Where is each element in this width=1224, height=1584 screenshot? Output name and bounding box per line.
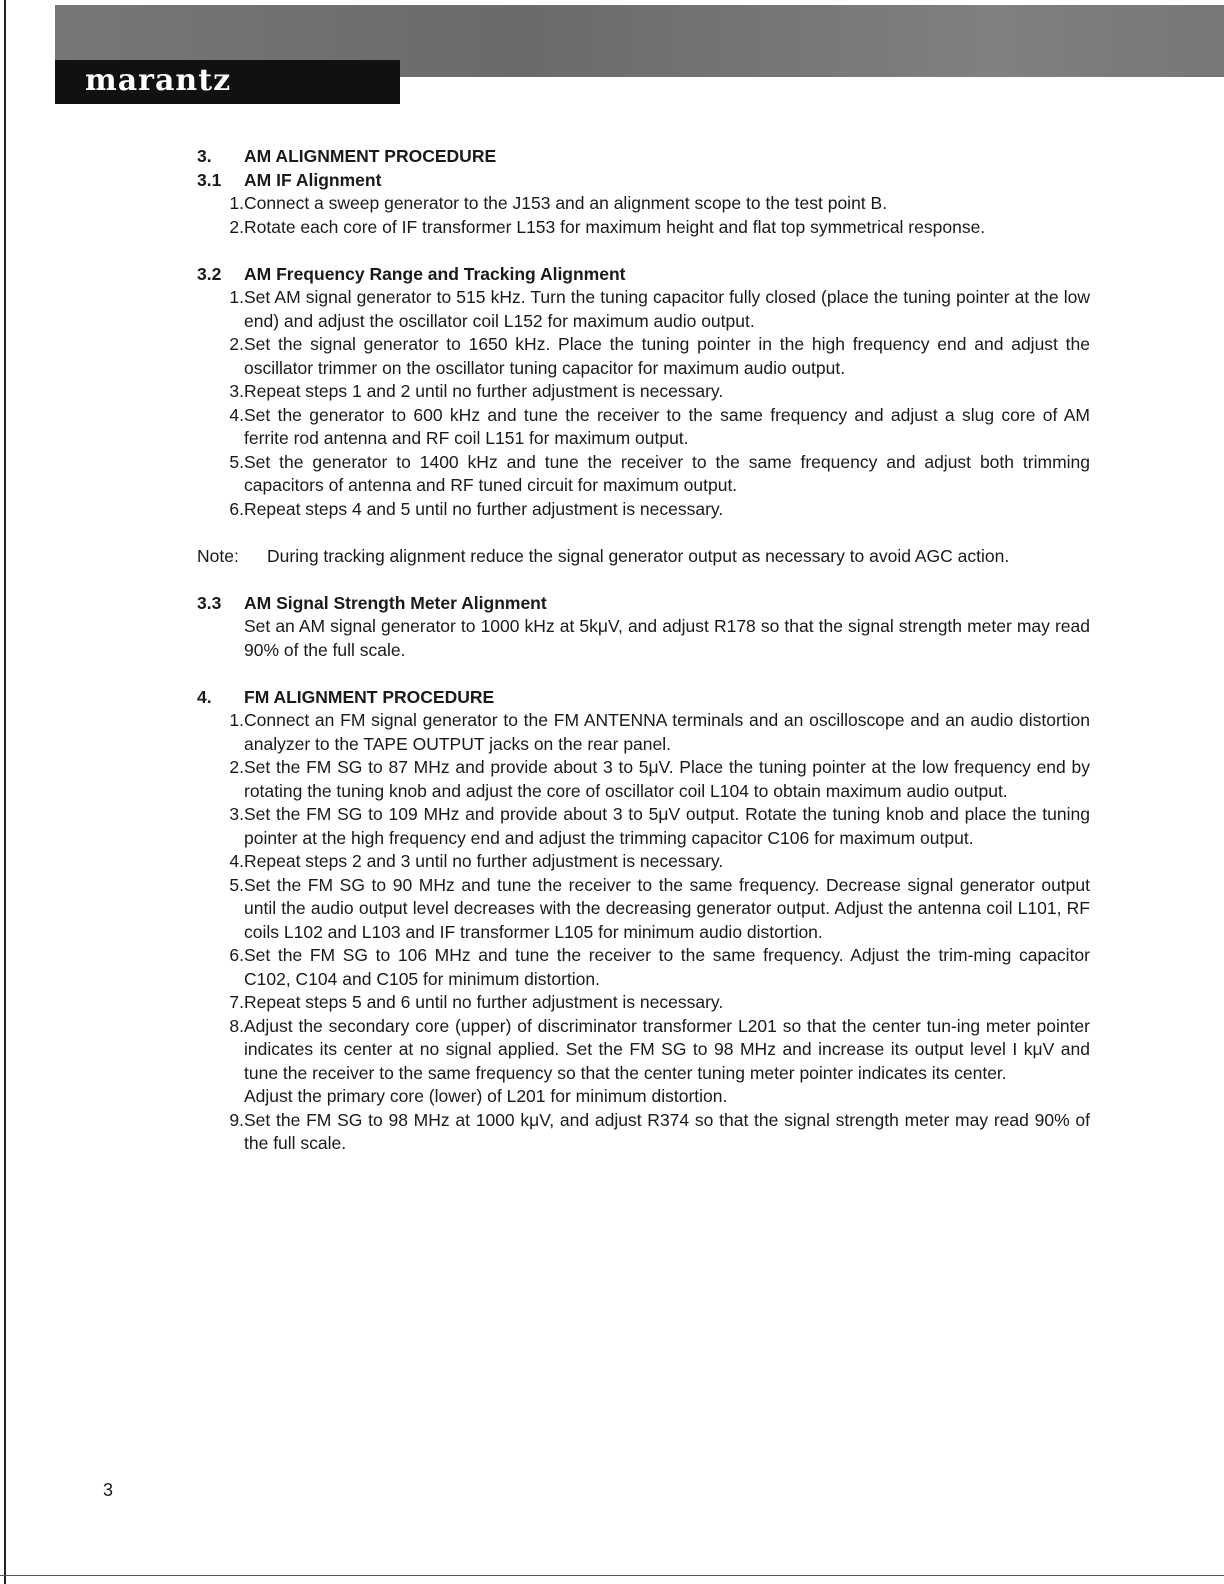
list-item: 3. Set the FM SG to 109 MHz and provide about 3 to 5μV output. Rotate the tuning knob and place the tuning pointer at the high frequency end and adjust the trimming capacitor C106 for maximum output. bbox=[229, 804, 1090, 848]
list-item: 5. Set the generator to 1400 kHz and tune the receiver to the same frequency and adjust both trimming capacitors of antenna and RF tuned circuit for maximum output. bbox=[229, 451, 1090, 495]
list-item: 1. Connect a sweep generator to the J153 and an alignment scope to the test point B. bbox=[229, 193, 888, 213]
page-number: 3 bbox=[103, 1480, 114, 1500]
brand-logo: marantz bbox=[85, 63, 232, 98]
content bbox=[197, 145, 1090, 1156]
list-item: 2. Rotate each core of IF transformer L153 for maximum height and flat top symmetrical response. bbox=[229, 216, 986, 237]
list-item: 6. Set the FM SG to 106 MHz and tune the receiver to the same frequency. Adjust the trim-ming capacitor C102, C104 and C105 for minimum distortion. bbox=[229, 945, 1090, 989]
section-heading: 4. FM ALIGNMENT PROCEDURE bbox=[197, 686, 495, 707]
list-item: 4. Repeat steps 2 and 3 until no further adjustment is necessary. bbox=[229, 851, 724, 871]
section-heading: 3.2 AM Frequency Range and Tracking Alignment bbox=[197, 263, 626, 284]
list-item: 2. Set the signal generator to 1650 kHz. Place the tuning pointer in the high frequency end and adjust the oscillator trimmer on the oscillator tuning capacitor for maximum audio output. bbox=[229, 334, 1090, 378]
list-item: 5. Set the FM SG to 90 MHz and tune the receiver to the same frequency. Decrease signal generator output until the audio output level decreases with the decreasing generator output. Adjust the antenna coil L101, RF coils L102 and L103 and IF transformer L105 for minimum audio distortion. bbox=[229, 874, 1090, 942]
list-item: 6. Repeat steps 4 and 5 until no further adjustment is necessary. bbox=[229, 498, 724, 519]
list-item-continuation: Adjust the primary core (lower) of L201 for minimum distortion. bbox=[244, 1086, 728, 1106]
list-item: 2. Set the FM SG to 87 MHz and provide about 3 to 5μV. Place the tuning pointer at the low frequency end by rotating the tuning knob and adjust the core of oscillator coil L104 to obtain maximum audio output. bbox=[229, 757, 1090, 801]
paragraph: Set an AM signal generator to 1000 kHz at 5kμV, and adjust R178 so that the signal strength meter may read 90% of the full scale. bbox=[244, 616, 1090, 660]
list-item: 9. Set the FM SG to 98 MHz at 1000 kμV, and adjust R374 so that the signal strength meter may read 90% of the full scale. bbox=[229, 1109, 1090, 1153]
list-fm-alignment bbox=[197, 709, 1090, 1156]
list-item: 8. Adjust the secondary core (upper) of discriminator transformer L201 so that the center tun-ing meter pointer indicates its center at no signal applied. Set the FM SG to 98 MHz and increase its output level I kμV and tune the receiver to the same frequency so that the center tuning meter pointer indicates its center. bbox=[229, 1015, 1090, 1083]
list-item: 3. Repeat steps 1 and 2 until no further adjustment is necessary. bbox=[229, 381, 724, 401]
section-heading: 3.1 AM IF Alignment bbox=[197, 169, 382, 190]
note: Note: During tracking alignment reduce the signal generator output as necessary to avoid AGC action. bbox=[197, 545, 1010, 566]
bottom-rule bbox=[0, 1575, 1224, 1576]
list-item: 1. Connect an FM signal generator to the FM ANTENNA terminals and an oscilloscope and an audio distortion analyzer to the TAPE OUTPUT jacks on the rear panel. bbox=[229, 710, 1090, 754]
list-am-if bbox=[197, 192, 1090, 239]
list-item: 7. Repeat steps 5 and 6 until no further adjustment is necessary. bbox=[229, 992, 724, 1012]
section-heading: 3.3 AM Signal Strength Meter Alignment bbox=[197, 592, 547, 613]
list-am-tracking bbox=[197, 286, 1090, 521]
section-heading: 3. AM ALIGNMENT PROCEDURE bbox=[197, 146, 497, 166]
list-item: 4. Set the generator to 600 kHz and tune the receiver to the same frequency and adjust a slug core of AM ferrite rod antenna and RF coil L151 for maximum output. bbox=[229, 404, 1090, 448]
list-item: 1. Set AM signal generator to 515 kHz. Turn the tuning capacitor fully closed (place the tuning pointer at the low end) and adjust the oscillator coil L152 for maximum audio output. bbox=[229, 287, 1090, 331]
scan-edge bbox=[4, 0, 6, 1584]
